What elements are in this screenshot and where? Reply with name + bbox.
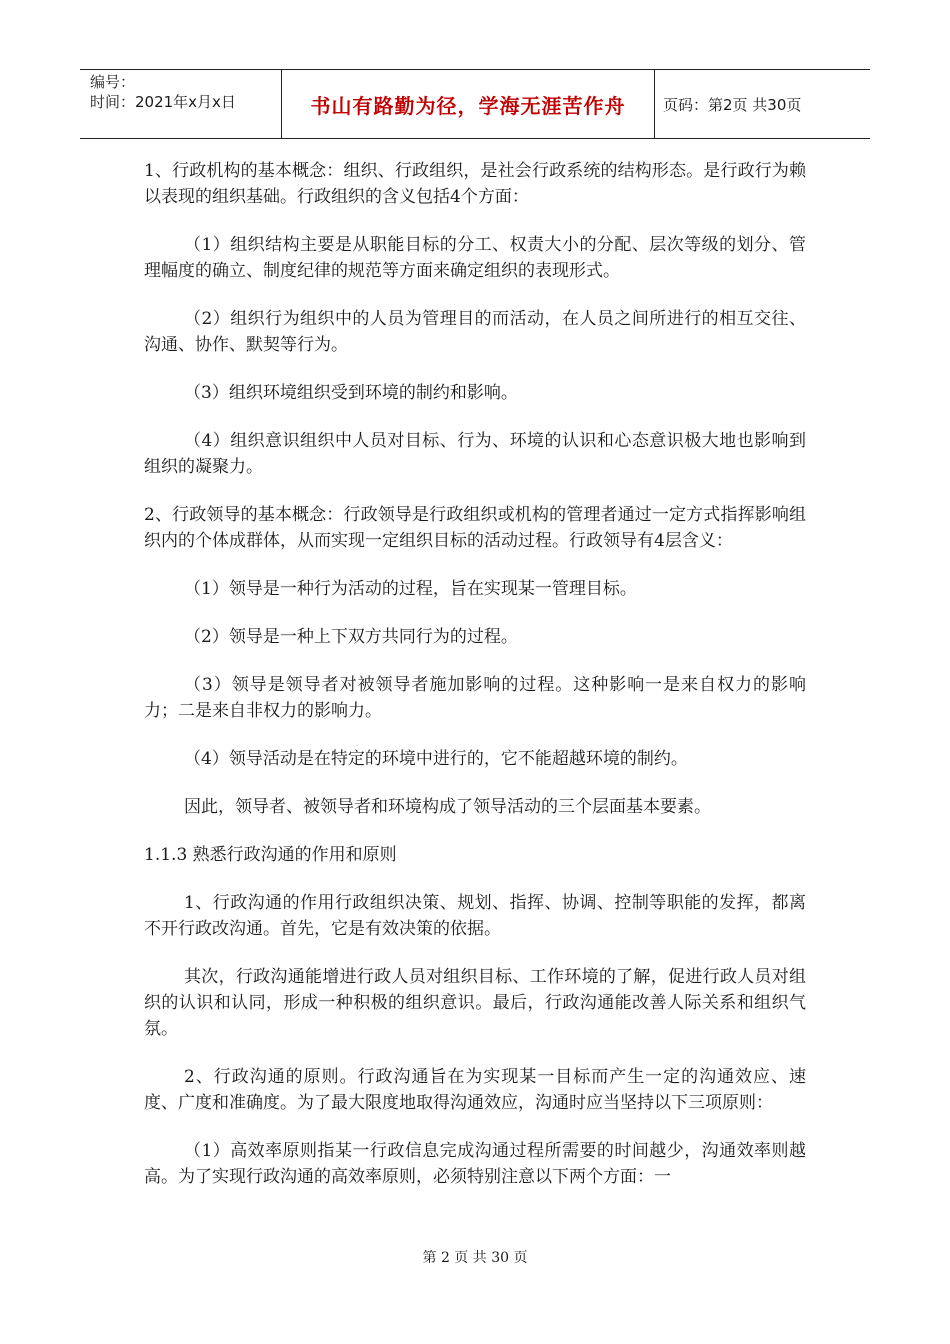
motto-text: 书山有路勤为径，学海无涯苦作舟 (310, 93, 626, 118)
section-heading: 1.1.3 熟悉行政沟通的作用和原则 (144, 845, 397, 865)
paragraph: 因此，领导者、被领导者和环境构成了领导活动的三个层面基本要素。 (184, 797, 711, 817)
paragraph: （1）高效率原则指某一行政信息完成沟通过程所需要的时间越少，沟通效率则越高。为了实现行政沟通的高效率原则，必须特别注意以下两个方面：一 (144, 1141, 806, 1187)
paragraph: （3）组织环境组织受到环境的制约和影响。 (184, 383, 518, 403)
paragraph: （4）领导活动是在特定的环境中进行的，它不能超越环境的制约。 (184, 749, 688, 769)
header-motto-cell (282, 70, 655, 138)
page-footer (0, 1247, 950, 1267)
document-body (144, 158, 806, 1212)
paragraph: 1、行政沟通的作用行政组织决策、规划、指挥、协调、控制等职能的发挥，都离不开行政改沟通。首先，它是有效决策的依据。 (144, 893, 806, 939)
paragraph: （2）组织行为组织中的人员为管理目的而活动，在人员之间所进行的相互交往、沟通、协作、默契等行为。 (144, 309, 806, 355)
number-label: 编号： (90, 73, 136, 91)
header-page-info (655, 70, 870, 138)
paragraph: （3）领导是领导者对被领导者施加影响的过程。这种影响一是来自权力的影响力；二是来自非权力的影响力。 (144, 675, 806, 721)
paragraph: （1）组织结构主要是从职能目标的分工、权责大小的分配、层次等级的划分、管理幅度的确立、制度纪律的规范等方面来确定组织的表现形式。 (144, 235, 806, 281)
paragraph: （2）领导是一种上下双方共同行为的过程。 (184, 627, 518, 647)
paragraph: 其次，行政沟通能增进行政人员对组织目标、工作环境的了解，促进行政人员对组织的认识和认同，形成一种积极的组织意识。最后，行政沟通能改善人际关系和组织气氛。 (144, 967, 806, 1039)
paragraph: 2、行政领导的基本概念：行政领导是行政组织或机构的管理者通过一定方式指挥影响组织内的个体成群体，从而实现一定组织目标的活动过程。行政领导有4层含义： (144, 505, 806, 551)
footer-page-number: 第 2 页 共 30 页 (422, 1250, 528, 1266)
paragraph: 2、行政沟通的原则。行政沟通旨在为实现某一目标而产生一定的沟通效应、速度、广度和准确度。为了最大限度地取得沟通效应，沟通时应当坚持以下三项原则： (144, 1067, 806, 1113)
paragraph: 1、行政机构的基本概念：组织、行政组织，是社会行政系统的结构形态。是行政行为赖以表现的组织基础。行政组织的含义包括4个方面： (144, 161, 806, 207)
date-label: 时间：2021年x月x日 (90, 93, 236, 111)
header-meta (80, 70, 282, 138)
page-header (80, 69, 870, 139)
paragraph: （1）领导是一种行为活动的过程，旨在实现某一管理目标。 (184, 579, 637, 599)
paragraph: （4）组织意识组织中人员对目标、行为、环境的认识和心态意识极大地也影响到组织的凝聚力。 (144, 431, 806, 477)
page-info-text: 页码：第2页 共30页 (663, 95, 802, 114)
